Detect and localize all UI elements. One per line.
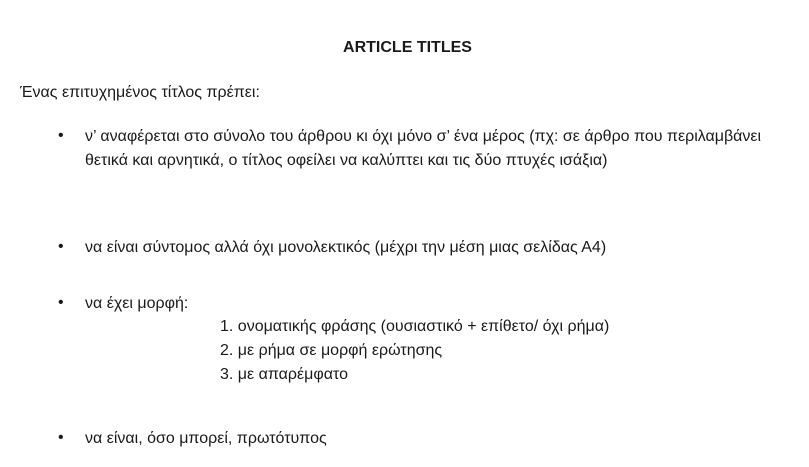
bullet-text-3: να έχει μορφή: [85, 295, 189, 312]
bullet-icon: • [58, 238, 64, 255]
bullet-icon: • [58, 127, 64, 144]
intro-text: Ένας επιτυχημένος τίτλος πρέπει: [20, 84, 260, 101]
bullet-text-4: να είναι, όσο μπορεί, πρωτότυπος [85, 430, 327, 447]
bullet-text-2: να είναι σύντομος αλλά όχι μονολεκτικός (μέχρι την μέση μιας σελίδας Α4) [85, 239, 607, 256]
sublist-item-2: 2. με ρήμα σε μορφή ερώτησης [220, 342, 443, 359]
document-title: ARTICLE TITLES [343, 39, 472, 56]
bullet-icon: • [58, 294, 64, 311]
numbered-sublist [220, 315, 609, 387]
sublist-item-3: 3. με απαρέμφατο [220, 366, 348, 383]
bullet-text-1: ν’ αναφέρεται στο σύνολο του άρθρου κι όχι μόνο σ’ ένα μέρος (πχ: σε άρθρο που περιλαμβάνει θετικά και αρνητικά, ο τίτλος οφείλει να καλύπτει και τις δύο πτυχές ισάξια) [85, 128, 762, 169]
bullet-icon: • [58, 429, 64, 446]
sublist-item-1: 1. ονοματικής φράσης (ουσιαστικό + επίθετο/ όχι ρήμα) [220, 318, 610, 335]
